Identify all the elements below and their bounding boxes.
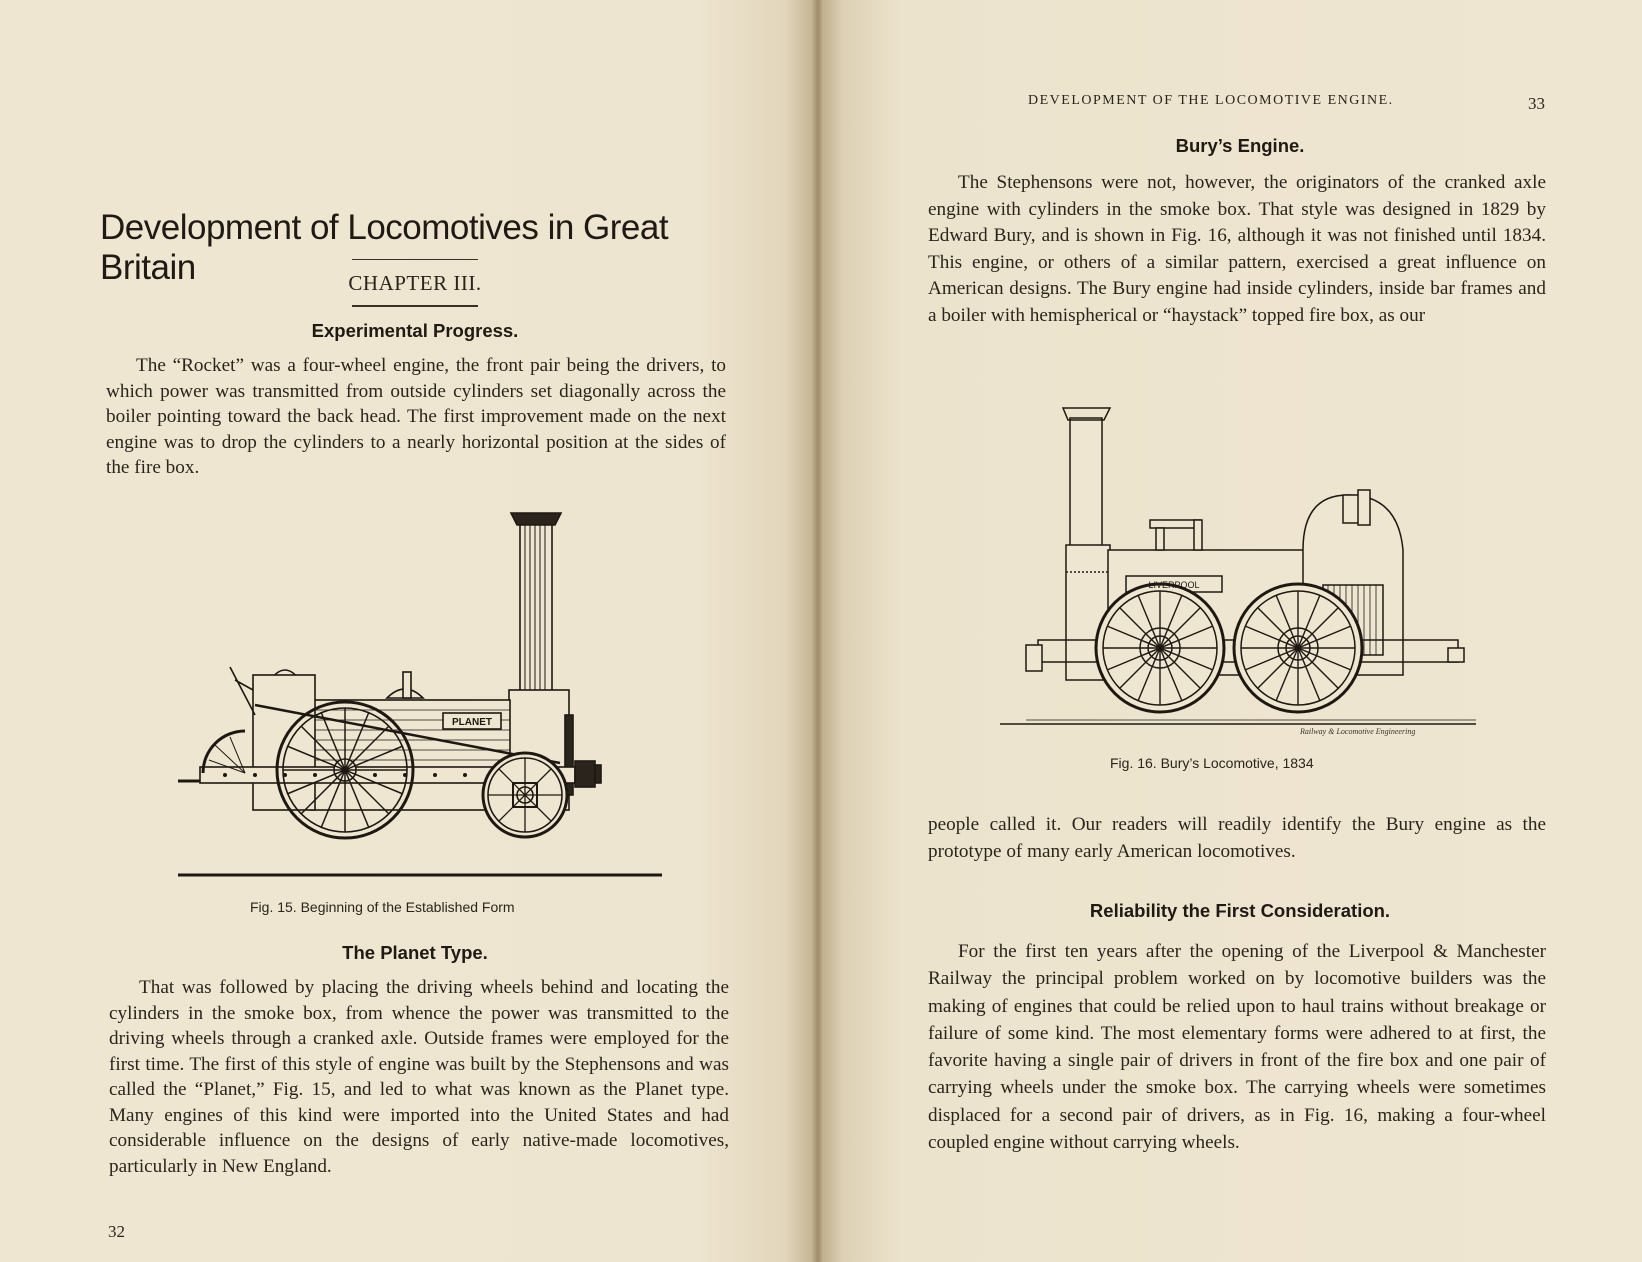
- running-head: DEVELOPMENT OF THE LOCOMOTIVE ENGINE.: [1028, 93, 1394, 108]
- figure-16-credit: Railway & Locomotive Engineering: [1300, 727, 1416, 736]
- figure-16-plate: LIVERPOOL: [1148, 580, 1200, 590]
- figure-16-caption: Fig. 16. Bury’s Locomotive, 1834: [1110, 755, 1314, 771]
- section-heading-experimental-progress: Experimental Progress.: [311, 320, 519, 341]
- paragraph-planet-type: That was followed by placing the driving wheels behind and locating the cylinders in the smoke box, from whence the power was transmitted to the driving wheels through a cranked axle. Outside frames were employed for the first time. The first of this style of engine was built by the Stephensons and was called the “Planet,” Fig. 15, and led to what was known as the Planet type. Many engines of this kind were imported into the United States and had considerable influence on the designs of early native-made locomotives, particularly in New England.: [109, 977, 729, 1177]
- page-number-right: 33: [1528, 94, 1545, 113]
- chapter-label: CHAPTER III.: [348, 271, 482, 295]
- section-heading-reliability: Reliability the First Consideration.: [1089, 900, 1391, 921]
- figure-15-planet-locomotive: [175, 505, 665, 880]
- page-number-left: 32: [108, 1222, 125, 1241]
- paragraph-burys-engine: The Stephensons were not, however, the originators of the cranked axle engine with cylinders in the smoke box. That style was designed in 1829 by Edward Bury, and is shown in Fig. 16, although it was not finished until 1834. This engine, or others of a similar pattern, exercised a great influence on American designs. The Bury engine had inside cylinders, inside bar frames and a boiler with hemispherical or “haystack” topped fire box, as our: [928, 172, 1546, 326]
- chapter-title: Development of Locomotives in Great Britain: [100, 208, 669, 287]
- paragraph-reliability: For the first ten years after the opening of the Liverpool & Manchester Railway the principal problem worked on by locomotive builders was the making of engines that could be relied upon to haul trains without breakage or failure of some kind. The most elementary forms were adhered to at first, the favorite having a single pair of drivers in front of the fire box and one pair of carrying wheels under the smoke box. The carrying wheels were sometimes displaced for a second pair of drivers, as in Fig. 16, making a four-wheel coupled engine without carrying wheels.: [928, 941, 1546, 1154]
- chapter-rule: [352, 305, 478, 307]
- figure-15-caption: Fig. 15. Beginning of the Established Form: [250, 899, 515, 915]
- section-heading-burys-engine: Bury’s Engine.: [1175, 135, 1305, 156]
- figure-15-plate: PLANET: [452, 717, 492, 728]
- figure-16-bury-locomotive: [998, 400, 1478, 740]
- book-gutter: [812, 0, 824, 1262]
- title-rule: [352, 259, 478, 260]
- section-heading-planet-type: The Planet Type.: [342, 942, 488, 963]
- paragraph-burys-engine-continued: people called it. Our readers will readily identify the Bury engine as the prototype of many early American locomotives.: [928, 814, 1546, 862]
- paragraph-experimental-progress: The “Rocket” was a four-wheel engine, the front pair being the drivers, to which power was transmitted from outside cylinders set diagonally across the boiler pointing toward the back head. The first improvement made on the next engine was to drop the cylinders to a nearly horizontal position at the sides of the fire box.: [106, 355, 726, 478]
